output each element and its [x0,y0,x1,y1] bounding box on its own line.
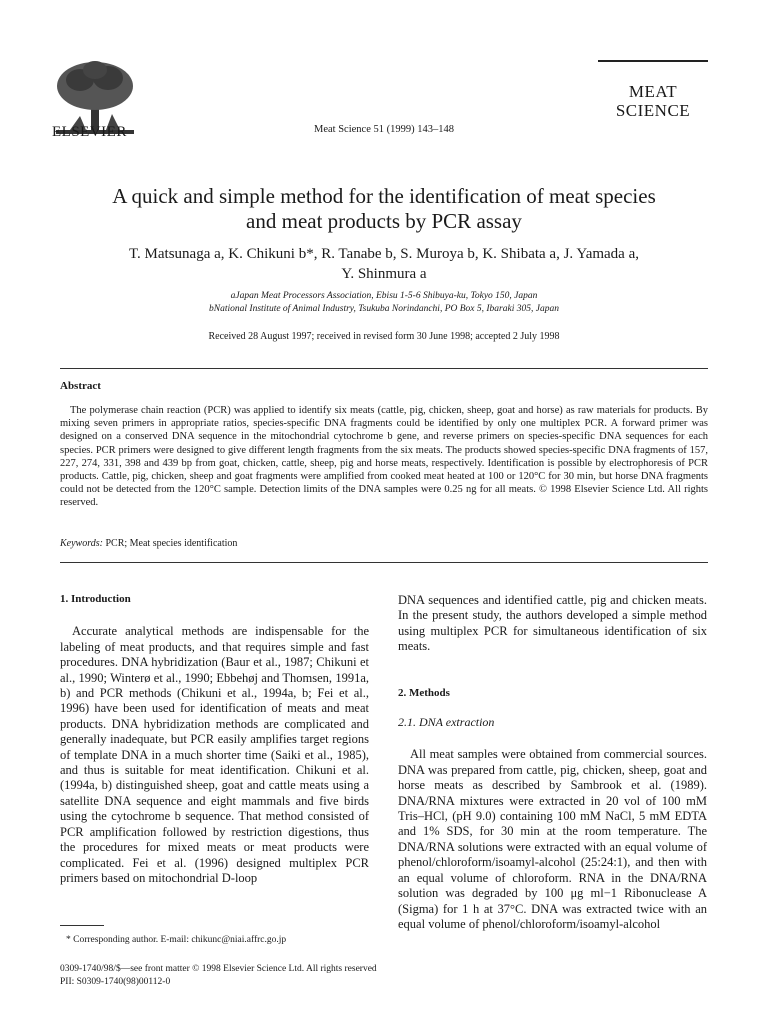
divider-top [60,368,708,369]
keywords-value: PCR; Meat species identification [105,538,238,549]
footnote-rule [60,925,104,926]
corresponding-author-footnote: * Corresponding author. E-mail: chikunc@niai.affrc.go.jp [66,935,287,945]
journal-name-line2: SCIENCE [615,101,691,120]
authors-line-2: Y. Shinmura a [341,266,427,282]
footer-copyright-line: 0309-1740/98/$—see front matter © 1998 Elsevier Science Ltd. All rights reserved [60,964,377,974]
affiliation-a: aJapan Meat Processors Association, Ebisu 1-5-6 Shibuya-ku, Tokyo 150, Japan [230,291,538,301]
keywords-label: Keywords: [60,538,103,549]
title-line-1: A quick and simple method for the identification of meat species [112,184,656,208]
article-title [60,184,708,234]
right-column [398,593,707,932]
introduction-paragraph: Accurate analytical methods are indispensable for the labeling of meat products, and that requires simple and fast procedures. DNA hybridization (Baur et al., 1987; Chikuni et al., 1990; Winterø et al., 1990; Ebbehøj and Thomsen, 1991a, b) and PCR methods (Chikuni et al., 1994a, b; Fei et al., 1996) have been used for identification of meats and meat products. DNA hybridization methods are complicated and generally inadequate, but PCR easily amplifies target regions of template DNA in a much shorter time (Saiki et al., 1985), and thus is suitable for meat identification. Chikuni et al. (1994a, b) distinguished sheep, goat and cattle meats using a satellite DNA sequence and eight mammals and five birds using the cytochrome b sequence. That method consisted of PCR amplification followed by restriction digestions, thus the procedures for mixed meats or meat products were complicated. Fei et al. (1996) designed multiplex PCR primers based on mitochondrial D-loop [60,624,369,885]
author-list [60,244,708,284]
title-line-2: and meat products by PCR assay [246,209,522,233]
section-heading-introduction: 1. Introduction [60,593,131,605]
affiliation-b: bNational Institute of Animal Industry, Tsukuba Norindanchi, PO Box 5, Ibaraki 305, Japan [209,304,559,314]
divider-abstract [60,562,708,563]
dna-extraction-paragraph: All meat samples were obtained from commercial sources. DNA was prepared from cattle, pig, chicken, sheep, goat and horse meats as described by Sambrook et al. (1989). DNA/RNA mixtures were extracted in 20 vol of 100 mM Tris–HCl, (pH 9.0) containing 100 mM NaCl, 5 mM EDTA and 1% SDS, for 30 min at the room temperature. The DNA/RNA solutions were extracted with an equal volume of phenol/chloroform/isoamyl-alcohol (25:24:1), and then with an equal volume of chloroform. RNA in the DNA/RNA solution was degraded by 100 μg ml−1 Ribonuclease A (Sigma) for 1 h at 37°C. DNA was extracted twice with an equal volume of phenol/chloroform/isoamyl-alcohol [398,747,707,931]
subsection-heading-dna-extraction: 2.1. DNA extraction [398,715,495,730]
affiliations [60,290,708,316]
received-dates: Received 28 August 1997; received in revised form 30 June 1998; accepted 2 July 1998 [208,331,560,342]
journal-name-line1: MEAT [628,82,678,101]
section-heading-methods: 2. Methods [398,686,450,699]
keywords [60,538,237,549]
journal-title-block [598,60,708,120]
left-column [60,592,369,886]
abstract-text: The polymerase chain reaction (PCR) was applied to identify six meats (cattle, pig, chicken, sheep, goat and horse) as raw materials for products. By mixing seven primers in appropriate ratios, species-specific DNA fragments could be identified by only one multiplex PCR. A forward primer was designed on a conserved DNA sequence in the mitochondrial cytochrome b gene, and reverse primers on species-specific DNA sequences for each species. PCR primers were designed to give different length fragments from the six meats. The products showed species-specific DNA fragments of 157, 227, 274, 331, 398 and 439 bp from goat, chicken, cattle, sheep, pig and horse meats, respectively. Identification is possible by electrophoresis of PCR products. Cattle, pig, chicken, sheep and goat fragments were amplified from cooked meat heated at 100 or 120°C for 30 min, but horse DNA fragments could not be detected from the 120°C sample. Detection limits of the DNA samples were 0.25 ng for all meats. © 1998 Elsevier Science Ltd. All rights reserved. [60,405,708,509]
publisher-name: ELSEVIER [52,124,127,140]
footer-pii-line: PII: S0309-1740(98)00112-0 [60,977,171,987]
journal-citation: Meat Science 51 (1999) 143–148 [314,124,454,135]
abstract-heading: Abstract [60,380,101,392]
copyright-footer [60,963,377,989]
authors-line-1: T. Matsunaga a, K. Chikuni b*, R. Tanabe b, S. Muroya b, K. Shibata a, J. Yamada a, [129,246,639,262]
introduction-continued-paragraph: DNA sequences and identified cattle, pig and chicken meats. In the present study, the authors developed a simple method using multiplex PCR for simultaneous identification of six meats. [398,593,707,654]
